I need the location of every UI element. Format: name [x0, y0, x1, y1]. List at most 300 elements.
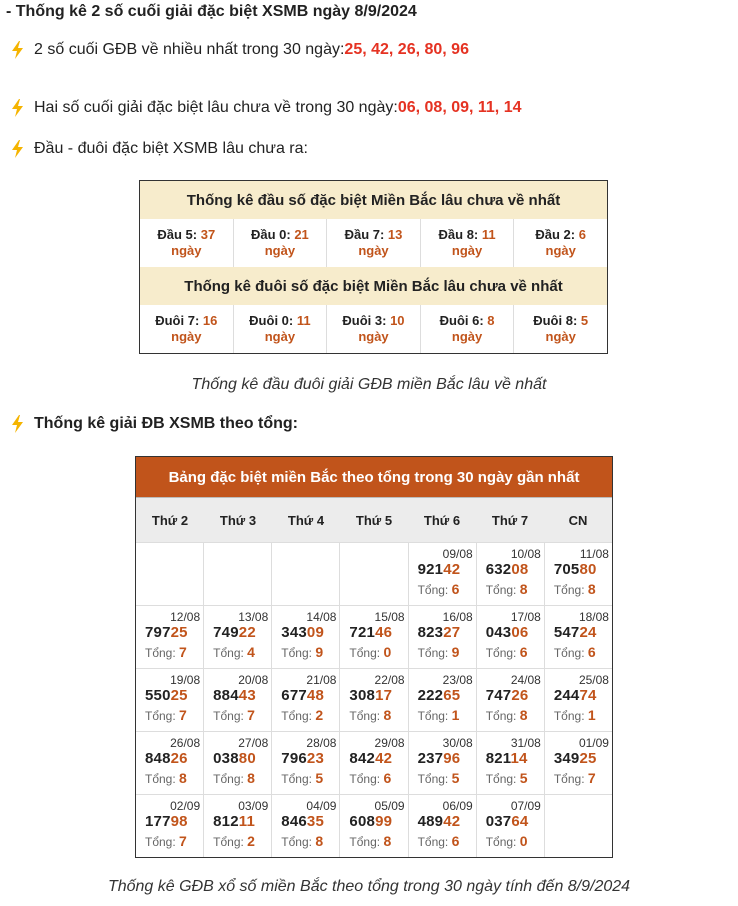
stat-line: [342, 313, 404, 329]
result-date: 12/08: [170, 610, 201, 624]
sum-label: Tổng:: [417, 646, 452, 660]
result-head-digits: 797: [145, 624, 171, 641]
result-cell: [136, 543, 204, 605]
result-date: 29/08: [374, 736, 405, 750]
stat-label: Đầu 0:: [250, 227, 295, 242]
head-stat-cell: [140, 219, 234, 267]
result-head-digits: 037: [485, 813, 512, 830]
weekday-header: Thứ 7: [491, 512, 529, 528]
result-cell: [409, 795, 477, 857]
sum-label: Tổng:: [213, 772, 248, 786]
result-date: 23/08: [442, 673, 473, 687]
sum-value: 7: [179, 833, 187, 849]
result-date: 04/09: [306, 799, 337, 813]
sum-section-line: [8, 414, 298, 434]
stat-line: [440, 313, 495, 329]
result-head-digits: 308: [349, 687, 376, 704]
result-tail-digits: 42: [443, 813, 461, 830]
sum-label: Tổng:: [213, 646, 248, 660]
result-sum: [145, 833, 187, 849]
result-tail-digits: 11: [238, 813, 256, 830]
result-head-digits: 237: [417, 750, 444, 767]
result-sum: [349, 644, 391, 660]
result-cell: [545, 543, 612, 605]
stat-days: 16: [202, 313, 218, 328]
result-cell: [340, 669, 408, 731]
result-tail-digits: 48: [306, 687, 325, 704]
stat-label: Đuôi 3:: [342, 313, 391, 328]
result-number: [418, 561, 461, 578]
result-cell: [136, 732, 204, 794]
weekday-header: CN: [568, 512, 588, 528]
stat-days: 21: [294, 227, 309, 242]
caption-head-tail: Thống kê đầu đuôi giải GĐB miền Bắc lâu về nhất: [191, 376, 547, 393]
table-row: [136, 542, 612, 605]
weekday-header: Thứ 2: [151, 512, 189, 528]
result-sum: [486, 707, 528, 723]
sum-label: Tổng:: [349, 772, 384, 786]
sum-value: 7: [587, 770, 596, 786]
result-head-digits: 550: [145, 687, 171, 704]
result-cell: [545, 606, 612, 668]
result-tail-digits: 42: [443, 561, 461, 578]
sum-label: Tổng:: [281, 772, 316, 786]
stat-label: Đầu 7:: [344, 227, 388, 242]
sum-label: Tổng:: [485, 646, 520, 660]
sum-value: 2: [315, 707, 324, 723]
result-head-digits: 038: [213, 750, 239, 767]
result-date: 17/08: [510, 610, 541, 624]
result-sum: [349, 707, 391, 723]
sum-value: 9: [451, 644, 460, 660]
sum-value: 1: [587, 707, 596, 723]
result-cell: [136, 795, 204, 857]
sum-value: 8: [247, 770, 255, 786]
head-tail-line: [8, 139, 308, 159]
stat-days: 11: [296, 313, 311, 328]
sum-label: Tổng:: [417, 709, 452, 723]
result-sum: [554, 770, 596, 786]
stat-unit: ngày: [545, 329, 576, 344]
stat-label: Đuôi 0:: [249, 313, 297, 328]
result-head-digits: 043: [485, 624, 512, 641]
result-head-digits: 884: [213, 687, 239, 704]
sum-value: 6: [587, 644, 596, 660]
lightning-bolt-icon: [8, 98, 28, 118]
result-cell: [204, 543, 272, 605]
lightning-bolt-icon: [8, 40, 28, 60]
head-stat-cell: [421, 219, 515, 267]
stat-line: [251, 227, 309, 243]
result-cell: [204, 669, 272, 731]
stat-unit: ngày: [264, 329, 296, 344]
result-sum: [213, 707, 255, 723]
result-date: 28/08: [306, 736, 337, 750]
result-number: [349, 750, 392, 767]
head-tail-table: [139, 180, 608, 354]
sum-label: Tổng:: [145, 835, 180, 849]
result-number: [145, 687, 188, 704]
result-head-digits: 749: [213, 624, 239, 641]
head-stat-cell: [234, 219, 328, 267]
sum-label: Tổng:: [145, 772, 180, 786]
result-tail-digits: 23: [306, 750, 325, 767]
result-number: [554, 624, 597, 641]
stat-line: [345, 227, 403, 243]
sum-value: 8: [519, 707, 528, 723]
result-date: 02/09: [170, 799, 201, 813]
result-cell: [272, 606, 340, 668]
result-tail-digits: 14: [510, 750, 528, 767]
result-head-digits: 823: [417, 624, 444, 641]
result-date: 18/08: [578, 610, 609, 624]
result-head-digits: 677: [281, 687, 307, 704]
result-sum: [145, 770, 187, 786]
table-row: [136, 605, 612, 668]
result-number: [418, 687, 461, 704]
result-number: [486, 813, 529, 830]
result-date: 06/09: [442, 799, 473, 813]
result-date: 19/08: [170, 673, 201, 687]
result-cell: [204, 732, 272, 794]
sum-value: 6: [519, 644, 528, 660]
sum-label: Tổng:: [553, 709, 588, 723]
result-head-digits: 721: [349, 624, 376, 641]
sum-value: 7: [179, 644, 187, 660]
sum-label: Tổng:: [485, 583, 520, 597]
result-number: [213, 750, 256, 767]
result-sum: [281, 707, 323, 723]
stat-line: [535, 227, 586, 243]
result-cell: [204, 606, 272, 668]
result-number: [281, 813, 324, 830]
sum-value: 5: [315, 770, 324, 786]
result-date: 20/08: [238, 673, 269, 687]
weekday-header-row: [136, 497, 612, 542]
table-row: [136, 731, 612, 794]
result-tail-digits: 08: [511, 561, 529, 578]
stat-line: [533, 313, 588, 329]
result-sum: [486, 581, 528, 597]
longest-absent-values: 06, 08, 09, 11, 14: [397, 99, 522, 116]
sum-value: 7: [247, 707, 255, 723]
result-head-digits: 489: [417, 813, 444, 830]
result-tail-digits: 98: [170, 813, 188, 830]
result-cell: [272, 732, 340, 794]
result-tail-digits: 42: [375, 750, 393, 767]
sum-label: Tổng:: [281, 646, 316, 660]
tail-table-title: Thống kê đuôi số đặc biệt Miền Bắc lâu chưa về nhất: [140, 267, 607, 305]
result-number: [554, 561, 597, 578]
sum-value: 8: [587, 581, 596, 597]
result-head-digits: 747: [485, 687, 512, 704]
weekday-header: Thứ 6: [423, 512, 461, 528]
result-cell: [409, 732, 477, 794]
stat-days: 10: [390, 313, 405, 328]
weekday-header: Thứ 3: [219, 512, 257, 528]
result-cell: [340, 543, 408, 605]
result-sum: [418, 707, 460, 723]
sum-value: 7: [179, 707, 187, 723]
table-row: [136, 794, 612, 857]
result-sum: [418, 644, 460, 660]
sum-table-title: Bảng đặc biệt miền Bắc theo tổng trong 30 ngày gần nhất: [136, 457, 612, 497]
result-number: [349, 687, 392, 704]
result-head-digits: 796: [281, 750, 307, 767]
stat-unit: ngày: [545, 243, 576, 258]
result-tail-digits: 17: [375, 687, 393, 704]
result-number: [349, 813, 392, 830]
result-tail-digits: 43: [238, 687, 256, 704]
result-date: 01/09: [578, 736, 609, 750]
result-sum: [554, 644, 596, 660]
result-head-digits: 842: [349, 750, 376, 767]
stat-line: [155, 313, 217, 329]
stat-unit: ngày: [358, 329, 389, 344]
stat-label: Đầu 8:: [438, 227, 482, 242]
sum-value: 8: [315, 833, 324, 849]
result-date: 09/08: [442, 547, 473, 561]
sum-label: Tổng:: [417, 835, 452, 849]
result-sum: [554, 707, 596, 723]
sum-label: Tổng:: [281, 709, 316, 723]
result-sum: [349, 770, 391, 786]
tail-stat-cell: [514, 305, 607, 353]
result-head-digits: 222: [417, 687, 444, 704]
result-head-digits: 177: [145, 813, 171, 830]
result-tail-digits: 09: [306, 624, 325, 641]
head-stat-cell: [514, 219, 607, 267]
result-tail-digits: 35: [306, 813, 325, 830]
result-number: [486, 561, 529, 578]
lightning-bolt-icon: [8, 414, 28, 434]
result-number: [486, 687, 529, 704]
head-tail-label: Đầu - đuôi đặc biệt XSMB lâu chưa ra:: [34, 140, 308, 157]
stat-unit: ngày: [358, 243, 389, 258]
result-number: [281, 687, 324, 704]
result-sum: [349, 833, 391, 849]
result-number: [486, 624, 529, 641]
result-tail-digits: 65: [443, 687, 461, 704]
result-head-digits: 608: [349, 813, 376, 830]
stat-days: 13: [387, 227, 403, 242]
result-sum: [145, 707, 187, 723]
result-date: 30/08: [442, 736, 473, 750]
result-cell: [477, 669, 545, 731]
result-tail-digits: 25: [170, 624, 188, 641]
result-cell: [409, 543, 477, 605]
tail-stat-cell: [327, 305, 421, 353]
sum-label: Tổng:: [485, 772, 520, 786]
result-cell: [545, 732, 612, 794]
sum-value: 0: [519, 833, 528, 849]
stat-unit: ngày: [451, 329, 483, 344]
result-cell: [409, 606, 477, 668]
stat-label: Đuôi 7:: [155, 313, 203, 328]
result-sum: [486, 833, 528, 849]
stat-days: 37: [200, 227, 216, 242]
result-date: 26/08: [170, 736, 201, 750]
sum-section-label: Thống kê giải ĐB XSMB theo tổng:: [34, 415, 298, 432]
sum-label: Tổng:: [417, 583, 452, 597]
stat-unit: ngày: [171, 243, 202, 258]
result-tail-digits: 25: [170, 687, 188, 704]
result-cell: [204, 795, 272, 857]
result-head-digits: 244: [553, 687, 580, 704]
sum-label: Tổng:: [349, 835, 384, 849]
result-number: [213, 624, 256, 641]
weekday-header: Thứ 4: [287, 512, 325, 528]
sum-label: Tổng:: [349, 709, 384, 723]
result-tail-digits: 46: [375, 624, 393, 641]
caption-sum: Thống kê GĐB xổ số miền Bắc theo tổng trong 30 ngày tính đến 8/9/2024: [107, 878, 631, 895]
sum-value: 6: [451, 833, 460, 849]
result-cell: [477, 606, 545, 668]
sum-label: Tổng:: [553, 646, 588, 660]
sum-value: 4: [247, 644, 255, 660]
stat-days: 6: [578, 227, 586, 242]
sum-label: Tổng:: [485, 709, 520, 723]
result-head-digits: 848: [145, 750, 171, 767]
sum-value: 5: [451, 770, 460, 786]
sum-label: Tổng:: [417, 772, 452, 786]
sum-label: Tổng:: [349, 646, 384, 660]
stat-days: 8: [487, 313, 495, 328]
result-date: 15/08: [374, 610, 405, 624]
result-head-digits: 846: [281, 813, 307, 830]
result-cell: [477, 543, 545, 605]
most-frequent-label: 2 số cuối GĐB về nhiều nhất trong 30 ngày:: [34, 41, 345, 58]
result-head-digits: 705: [553, 561, 580, 578]
sum-value: 8: [383, 707, 392, 723]
result-sum: [281, 770, 323, 786]
result-cell: [340, 732, 408, 794]
result-tail-digits: 24: [579, 624, 597, 641]
result-cell: [477, 732, 545, 794]
sum-label: Tổng:: [213, 835, 248, 849]
result-tail-digits: 27: [443, 624, 461, 641]
result-number: [418, 813, 461, 830]
head-table-title: Thống kê đầu số đặc biệt Miền Bắc lâu chưa về nhất: [140, 181, 607, 219]
result-date: 25/08: [578, 673, 609, 687]
tail-stats-row: [140, 305, 607, 353]
result-tail-digits: 64: [511, 813, 529, 830]
result-date: 07/09: [510, 799, 541, 813]
result-tail-digits: 80: [238, 750, 256, 767]
sum-value: 5: [519, 770, 528, 786]
result-date: 03/09: [238, 799, 269, 813]
result-sum: [213, 770, 255, 786]
sum-label: Tổng:: [145, 709, 180, 723]
result-number: [281, 624, 324, 641]
result-cell: [409, 669, 477, 731]
result-number: [213, 687, 256, 704]
result-date: 05/09: [374, 799, 405, 813]
sum-value: 0: [383, 644, 392, 660]
result-tail-digits: 06: [511, 624, 529, 641]
stat-unit: ngày: [171, 329, 202, 344]
table-row: [136, 668, 612, 731]
sum-label: Tổng:: [485, 835, 520, 849]
sum-label: Tổng:: [553, 583, 588, 597]
stat-line: [439, 227, 496, 243]
result-sum: [418, 770, 460, 786]
result-cell: [545, 795, 612, 857]
result-head-digits: 821: [485, 750, 511, 767]
tail-stat-cell: [421, 305, 515, 353]
page-heading: - Thống kê 2 số cuối giải đặc biệt XSMB ngày 8/9/2024: [6, 3, 417, 20]
result-number: [418, 750, 461, 767]
stat-days: 11: [481, 227, 496, 242]
result-number: [145, 624, 188, 641]
result-number: [349, 624, 392, 641]
result-date: 27/08: [238, 736, 269, 750]
result-number: [554, 687, 597, 704]
most-frequent-values: 25, 42, 26, 80, 96: [344, 41, 469, 58]
weekday-header: Thứ 5: [355, 512, 393, 528]
result-head-digits: 632: [485, 561, 512, 578]
result-date: 11/08: [579, 547, 609, 561]
stat-label: Đuôi 8:: [533, 313, 581, 328]
sum-value: 9: [315, 644, 324, 660]
result-sum: [145, 644, 187, 660]
result-head-digits: 343: [281, 624, 307, 641]
longest-absent-line: [8, 98, 522, 118]
sum-label: Tổng:: [213, 709, 248, 723]
result-date: 22/08: [374, 673, 405, 687]
result-sum: [418, 833, 460, 849]
sum-value: 1: [451, 707, 460, 723]
sum-label: Tổng:: [145, 646, 180, 660]
result-tail-digits: 99: [375, 813, 393, 830]
result-date: 10/08: [510, 547, 541, 561]
result-number: [418, 624, 461, 641]
result-date: 24/08: [510, 673, 541, 687]
result-sum: [213, 833, 255, 849]
result-sum: [554, 581, 596, 597]
result-cell: [340, 606, 408, 668]
result-cell: [272, 669, 340, 731]
result-sum: [213, 644, 255, 660]
sum-value: 6: [383, 770, 392, 786]
stat-line: [249, 313, 310, 329]
result-number: [213, 813, 255, 830]
result-cell: [272, 795, 340, 857]
result-number: [281, 750, 324, 767]
result-cell: [545, 669, 612, 731]
stat-label: Đầu 2:: [535, 227, 579, 242]
result-sum: [486, 770, 528, 786]
result-tail-digits: 74: [579, 687, 597, 704]
result-tail-digits: 25: [579, 750, 597, 767]
result-cell: [477, 795, 545, 857]
result-head-digits: 921: [417, 561, 444, 578]
result-sum: [281, 644, 323, 660]
result-date: 16/08: [442, 610, 473, 624]
result-tail-digits: 26: [511, 687, 529, 704]
result-cell: [136, 606, 204, 668]
stat-days: 5: [580, 313, 589, 328]
result-number: [145, 813, 188, 830]
result-head-digits: 812: [213, 813, 239, 830]
stat-label: Đầu 5:: [157, 227, 201, 242]
stat-line: [157, 227, 215, 243]
result-date: 13/08: [238, 610, 269, 624]
result-sum: [418, 581, 460, 597]
result-tail-digits: 22: [238, 624, 256, 641]
result-cell: [340, 795, 408, 857]
result-cell: [136, 669, 204, 731]
